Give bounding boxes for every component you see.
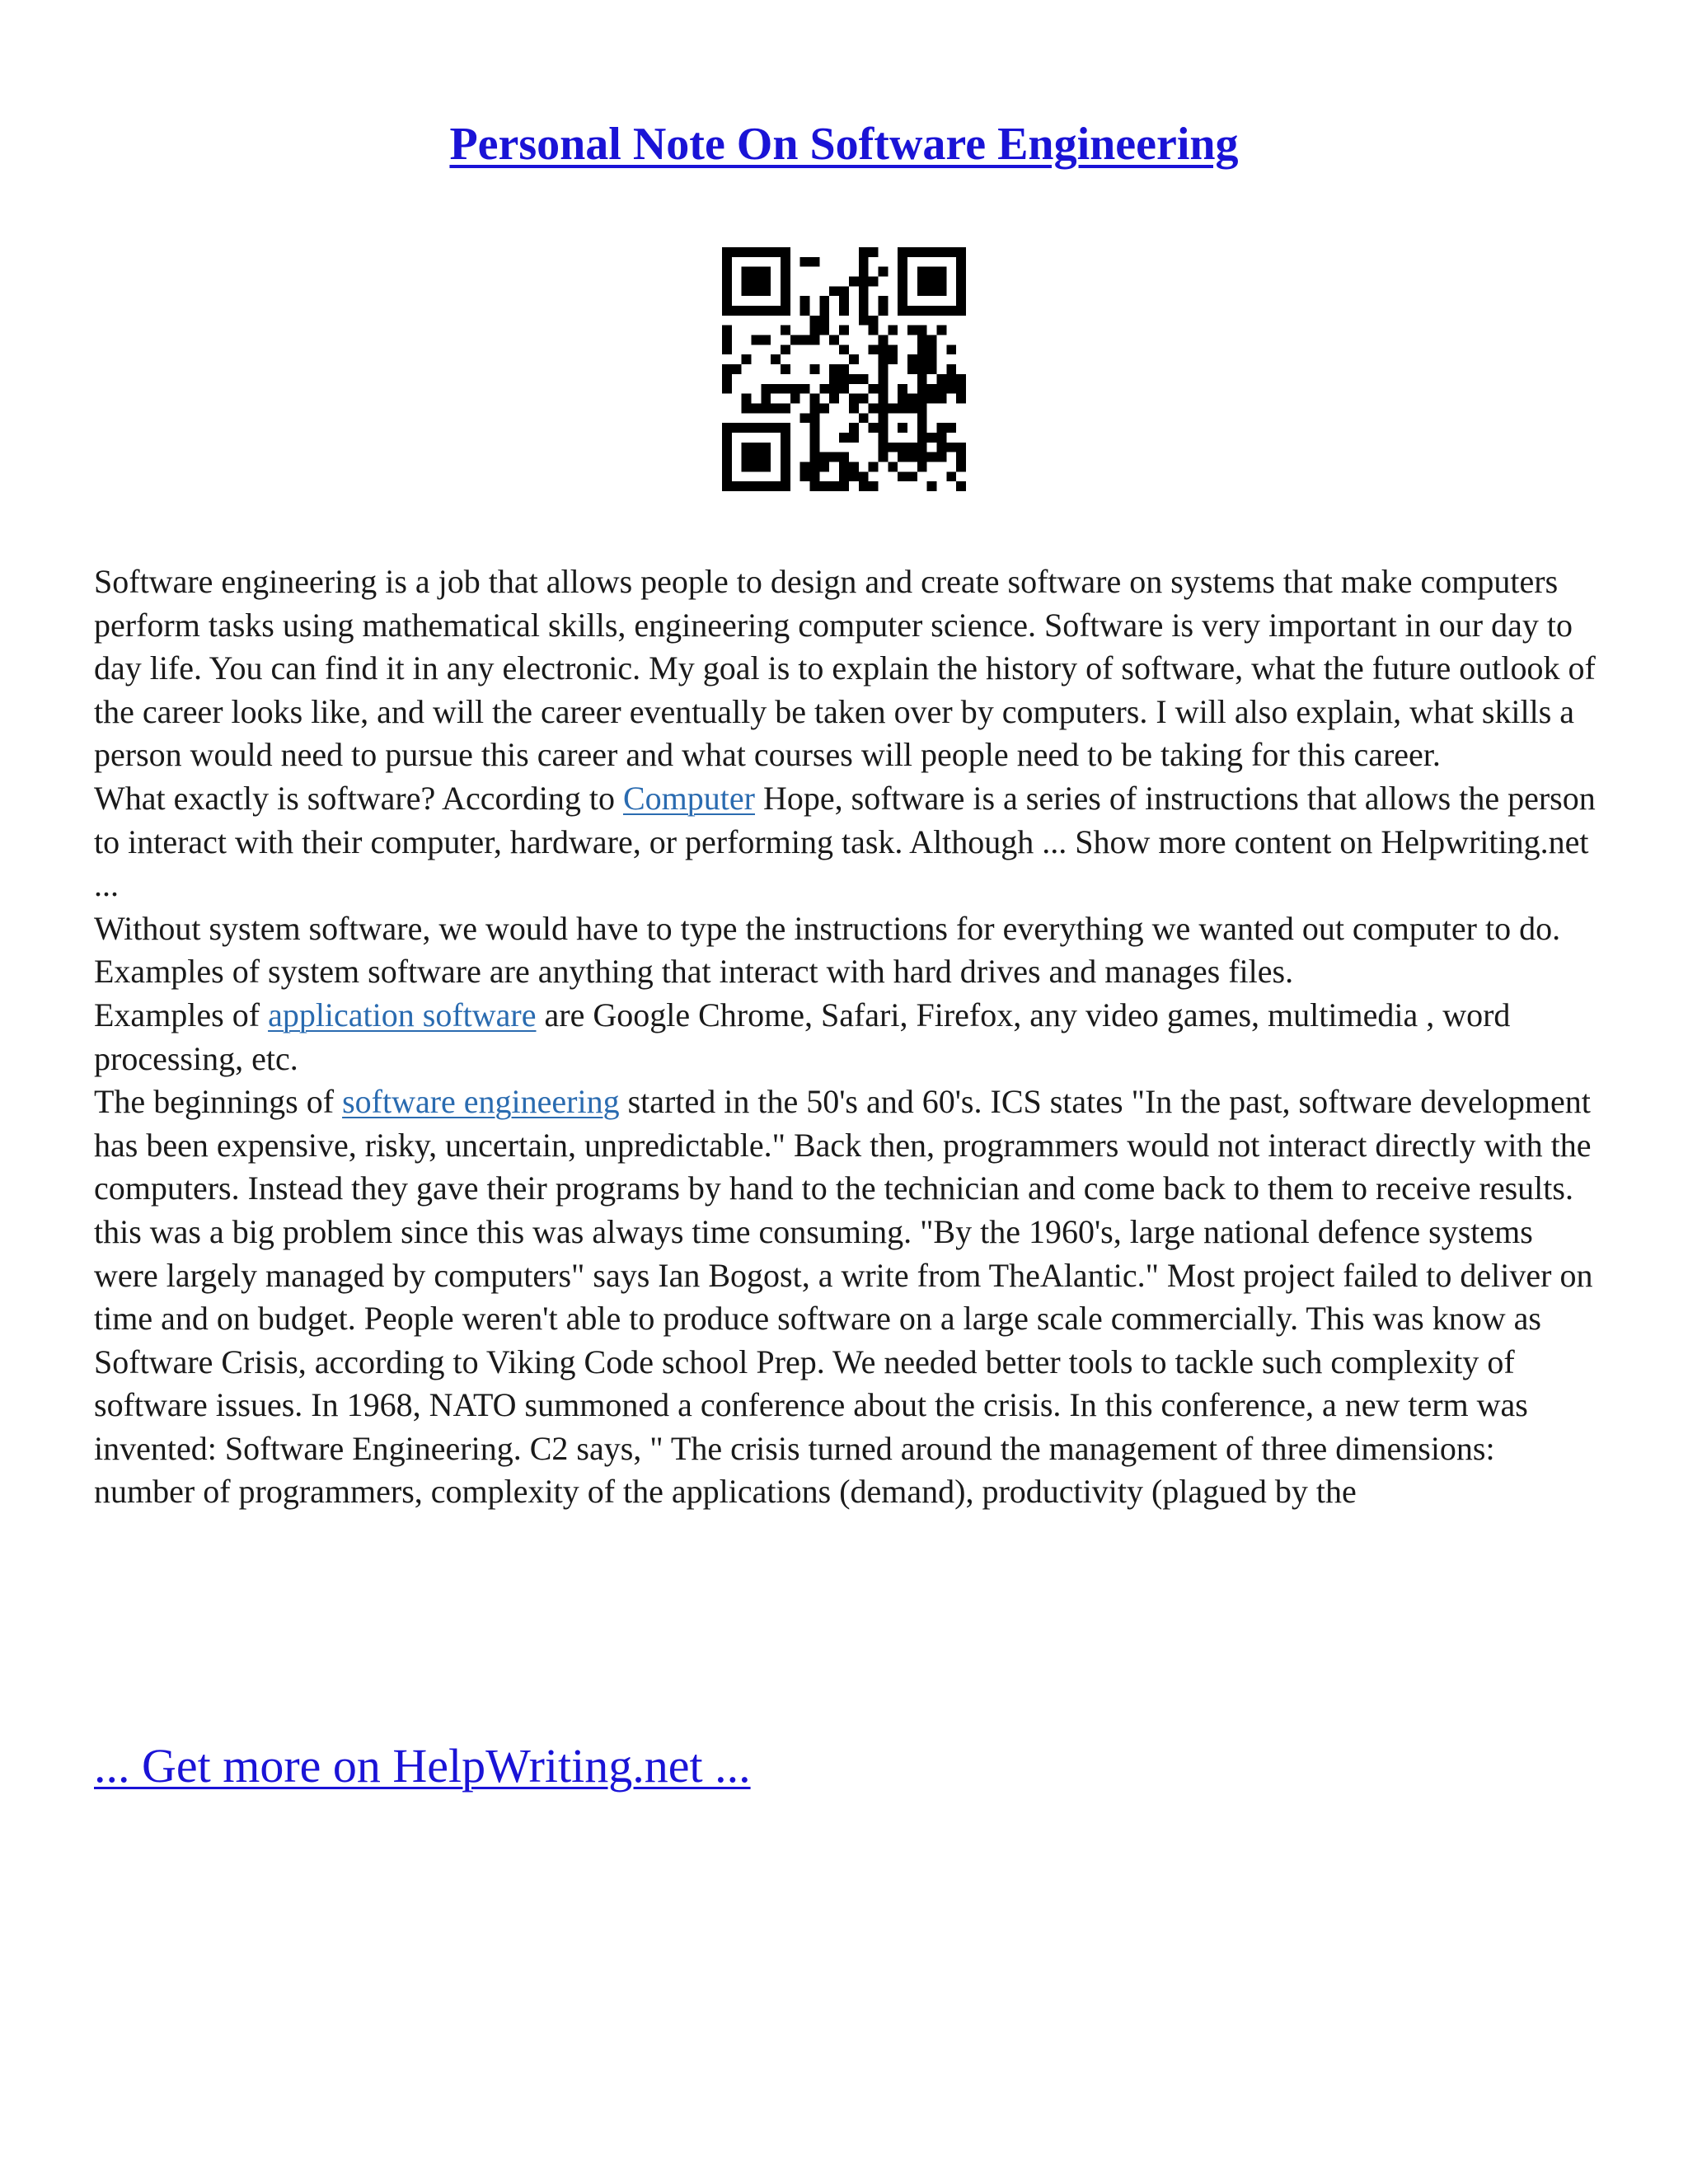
qr-code-icon: [722, 247, 966, 491]
paragraph: [94, 907, 1602, 951]
page-title: [0, 115, 1688, 173]
paragraph: [94, 560, 1602, 777]
get-more-link[interactable]: ... Get more on HelpWriting.net ...: [94, 1739, 751, 1793]
paragraph: [94, 1080, 1602, 1514]
paragraph-text: Without system software, we would have to type the instructions for everything we wanted out computer to do.: [94, 909, 1561, 947]
title-link[interactable]: Personal Note On Software Engineering: [449, 119, 1239, 170]
paragraph-text: Hope, software is a series of instructions that allows the person to interact with their computer, hardware, or performing task. Although ... Show more content on Helpwriting.net ...: [94, 779, 1596, 904]
paragraph-text: Examples of system software are anything that interact with hard drives and manages files.: [94, 953, 1294, 991]
paragraph: [94, 950, 1602, 994]
inline-link[interactable]: application software: [268, 996, 537, 1033]
paragraph: [94, 994, 1602, 1080]
paragraph: [94, 777, 1602, 907]
inline-link[interactable]: Computer: [623, 779, 755, 817]
paragraph-text: What exactly is software? According to: [94, 779, 623, 817]
paragraph-text: started in the 50's and 60's. ICS states "In the past, software development has been expensive, risky, uncertain, unpredictable." Back then, programmers would not interact directly with the computers. Instead they gave their programs by hand to the technician and come back to them to receive results. this was a big problem since this was always time consuming. "By the 1960's, large national defence systems were largely managed by computers" says Ian Bogost, a write from TheAlantic." Most project failed to deliver on time and on budget. People weren't able to produce software on a large scale commercially. This was know as Software Crisis, according to Viking Code school Prep. We needed better tools to tackle such complexity of software issues. In 1968, NATO summoned a conference about the crisis. In this conference, a new term was invented: Software Engineering. C2 says, " The crisis turned around the management of three dimensions: number of programmers, complexity of the applications (demand), productivity (plagued by the: [94, 1083, 1593, 1511]
paragraph-text: Software engineering is a job that allows people to design and create software on systems that make computers perform tasks using mathematical skills, engineering computer science. Software is very important in our day to day life. You can find it in any electronic. My goal is to explain the history of software, what the future outlook of the career looks like, and will the career eventually be taken over by computers. I will also explain, what skills a person would need to pursue this career and what courses will people need to be taking for this career.: [94, 563, 1596, 774]
paragraph-text: Examples of: [94, 996, 269, 1033]
paragraph-text: are Google Chrome, Safari, Firefox, any video games, multimedia , word processing, etc.: [94, 996, 1511, 1077]
body-text: [94, 560, 1602, 1514]
inline-link[interactable]: software engineering: [342, 1083, 620, 1121]
footer: [94, 1737, 751, 1795]
paragraph-text: The beginnings of: [94, 1083, 343, 1121]
